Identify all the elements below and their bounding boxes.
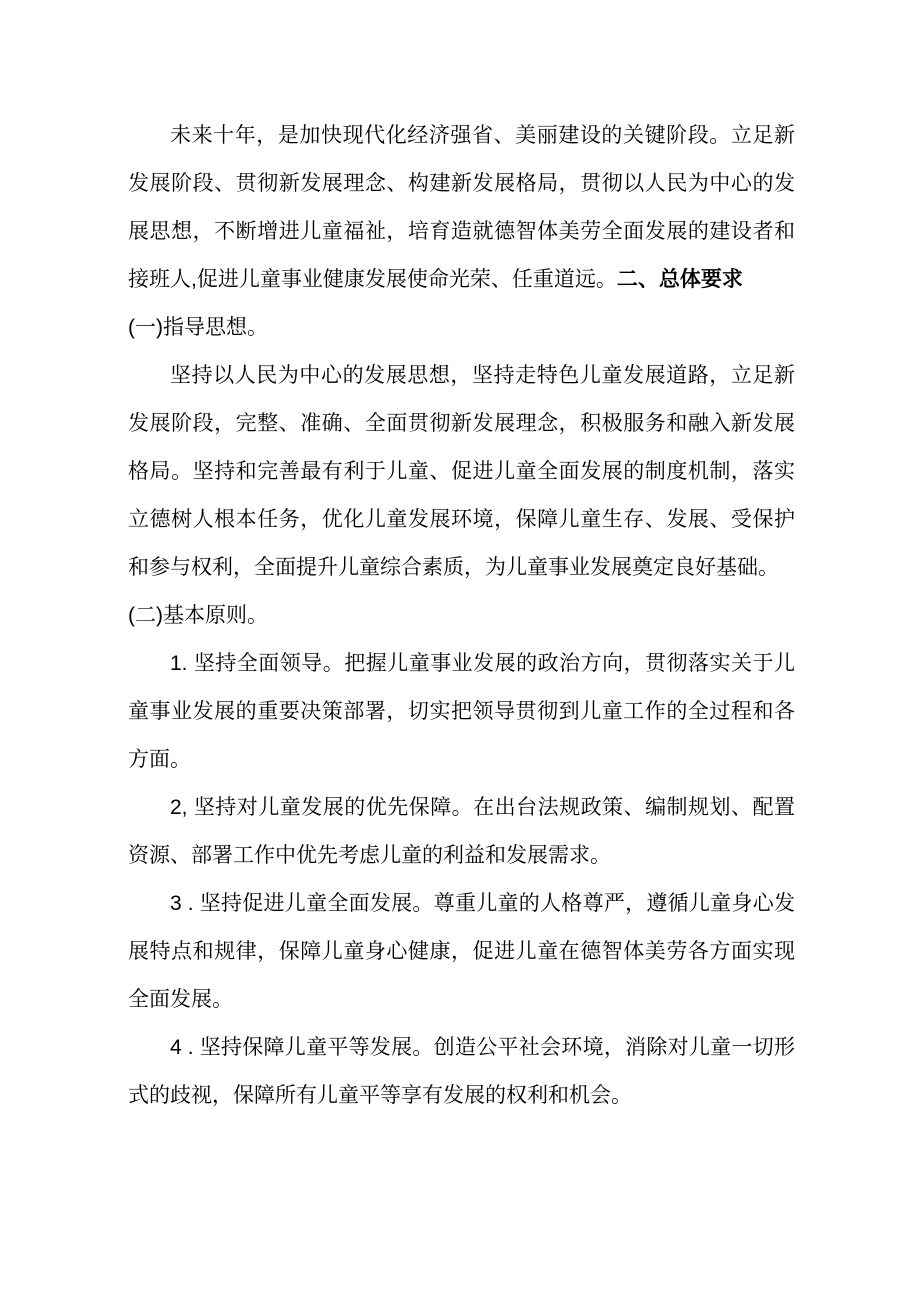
paragraph-principle-3: 3 . 坚持促进儿童全面发展。尊重儿童的人格尊严，遵循儿童身心发展特点和规律，保障儿童身心健康，促进儿童在德智体美劳各方面实现全面发展。 xyxy=(128,892,795,1011)
heading-guiding-ideology: (一)指导思想。 xyxy=(128,316,268,339)
paragraph-intro-text: 未来十年，是加快现代化经济强省、美丽建设的关键阶段。立足新发展阶段、贯彻新发展理念、构建新发展格局，贯彻以人民为中心的发展思想，不断增进儿童福祉，培育造就德智体美劳全面发展的建设者和接班人,促进儿童事业健康发展使命光荣、任重道远。 xyxy=(128,124,795,291)
heading-basic-principles: (二)基本原则。 xyxy=(128,604,268,627)
paragraph-principle-1: 1. 坚持全面领导。把握儿童事业发展的政治方向，贯彻落实关于儿童事业发展的重要决策部署，切实把领导贯彻到儿童工作的全过程和各方面。 xyxy=(128,652,795,771)
paragraph-intro xyxy=(128,112,795,304)
paragraph-principle-4: 4 . 坚持保障儿童平等发展。创造公平社会环境，消除对儿童一切形式的歧视，保障所有儿童平等享有发展的权利和机会。 xyxy=(128,1036,795,1107)
paragraph-principle-2: 2, 坚持对儿童发展的优先保障。在出台法规政策、编制规划、配置资源、部署工作中优先考虑儿童的利益和发展需求。 xyxy=(128,796,795,867)
inline-section-heading-overall-requirements: 二、总体要求 xyxy=(616,268,743,291)
paragraph-guiding-ideology: 坚持以人民为中心的发展思想，坚持走特色儿童发展道路，立足新发展阶段，完整、准确、全面贯彻新发展理念，积极服务和融入新发展格局。坚持和完善最有利于儿童、促进儿童全面发展的制度机制，落实立德树人根本任务，优化儿童发展环境，保障儿童生存、发展、受保护和参与权利，全面提升儿童综合素质，为儿童事业发展奠定良好基础。 xyxy=(128,364,795,579)
